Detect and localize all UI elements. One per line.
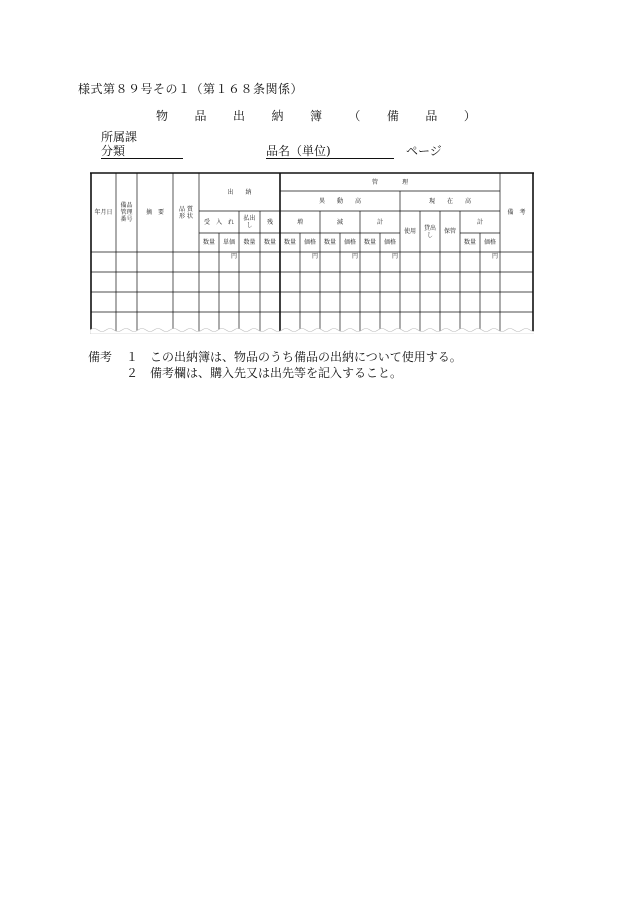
- header-in-use: 使用: [403, 228, 416, 235]
- notes-section: [88, 349, 462, 381]
- header-price: 価格: [483, 239, 496, 246]
- doc-title-char: 備: [386, 109, 399, 123]
- doc-title-char: 物: [156, 109, 169, 123]
- doc-title-char: ）: [463, 109, 476, 123]
- form-title: 様式第８９号その１（第１６８条関係）: [78, 82, 304, 96]
- header-balance: 残: [266, 218, 273, 226]
- header-payout: 払出 し: [243, 215, 256, 229]
- header-inout: 出 納: [227, 188, 252, 196]
- doc-title-char: 簿: [309, 109, 322, 123]
- note-row: [88, 365, 462, 381]
- document-title: [156, 107, 476, 124]
- header-quantity: 数量: [283, 239, 296, 246]
- doc-title-char: 品: [194, 109, 207, 123]
- yen-mark: 円: [391, 253, 398, 260]
- header-ledger-amount: 異 動 高: [318, 197, 361, 205]
- note-text: この出納簿は、物品のうち備品の出納について使用する。: [150, 350, 462, 364]
- note-number: ２: [126, 366, 139, 380]
- note-text: 備考欄は、購入先又は出先等を記入すること。: [150, 366, 403, 380]
- header-receive: 受 入 れ: [203, 218, 234, 226]
- header-lent: 貸出 し: [423, 224, 436, 239]
- note-row: [88, 349, 462, 365]
- header-quantity: 数量: [263, 239, 276, 246]
- header-summary: 摘 要: [145, 209, 164, 216]
- doc-title-char: （: [348, 109, 361, 123]
- ledger-table: [90, 172, 534, 334]
- header-total-current: 計: [476, 218, 483, 226]
- doc-title-char: 納: [271, 109, 284, 123]
- yen-mark: 円: [230, 253, 237, 260]
- department-label: 所属課: [101, 130, 138, 144]
- header-decrease: 減: [336, 218, 343, 226]
- yen-mark: 円: [351, 253, 358, 260]
- header-price: 価格: [383, 239, 396, 246]
- doc-title-char: 出: [232, 109, 245, 123]
- notes-label: 備考: [88, 350, 113, 364]
- yen-mark: 円: [311, 253, 318, 260]
- header-quantity: 数量: [243, 239, 256, 246]
- header-quantity: 数量: [202, 239, 215, 246]
- header-total: 計: [376, 218, 383, 226]
- header-date: 年月日: [94, 209, 113, 216]
- header-current-amount: 現 在 高: [428, 197, 471, 205]
- page-label: ページ: [406, 144, 442, 158]
- header-quality-shape: 品 質 形 状: [179, 205, 193, 220]
- yen-mark: 円: [491, 253, 498, 260]
- header-quantity: 数量: [323, 239, 336, 246]
- header-quantity: 数量: [363, 239, 376, 246]
- header-price: 価格: [343, 239, 356, 246]
- header-price: 価格: [303, 239, 316, 246]
- category-field[interactable]: 分類: [101, 144, 183, 159]
- header-storage: 保管: [443, 228, 456, 235]
- note-number: １: [126, 350, 139, 364]
- header-remarks: 備 考: [507, 209, 526, 216]
- doc-title-char: 品: [425, 109, 438, 123]
- header-management: 管 理: [371, 178, 408, 186]
- header-quantity: 数量: [463, 239, 476, 246]
- header-management-number: 備品 管理 番号: [120, 202, 133, 223]
- item-name-field[interactable]: 品名（単位): [266, 144, 394, 159]
- header-increase: 増: [296, 218, 303, 226]
- header-unit-price: 単価: [222, 239, 235, 246]
